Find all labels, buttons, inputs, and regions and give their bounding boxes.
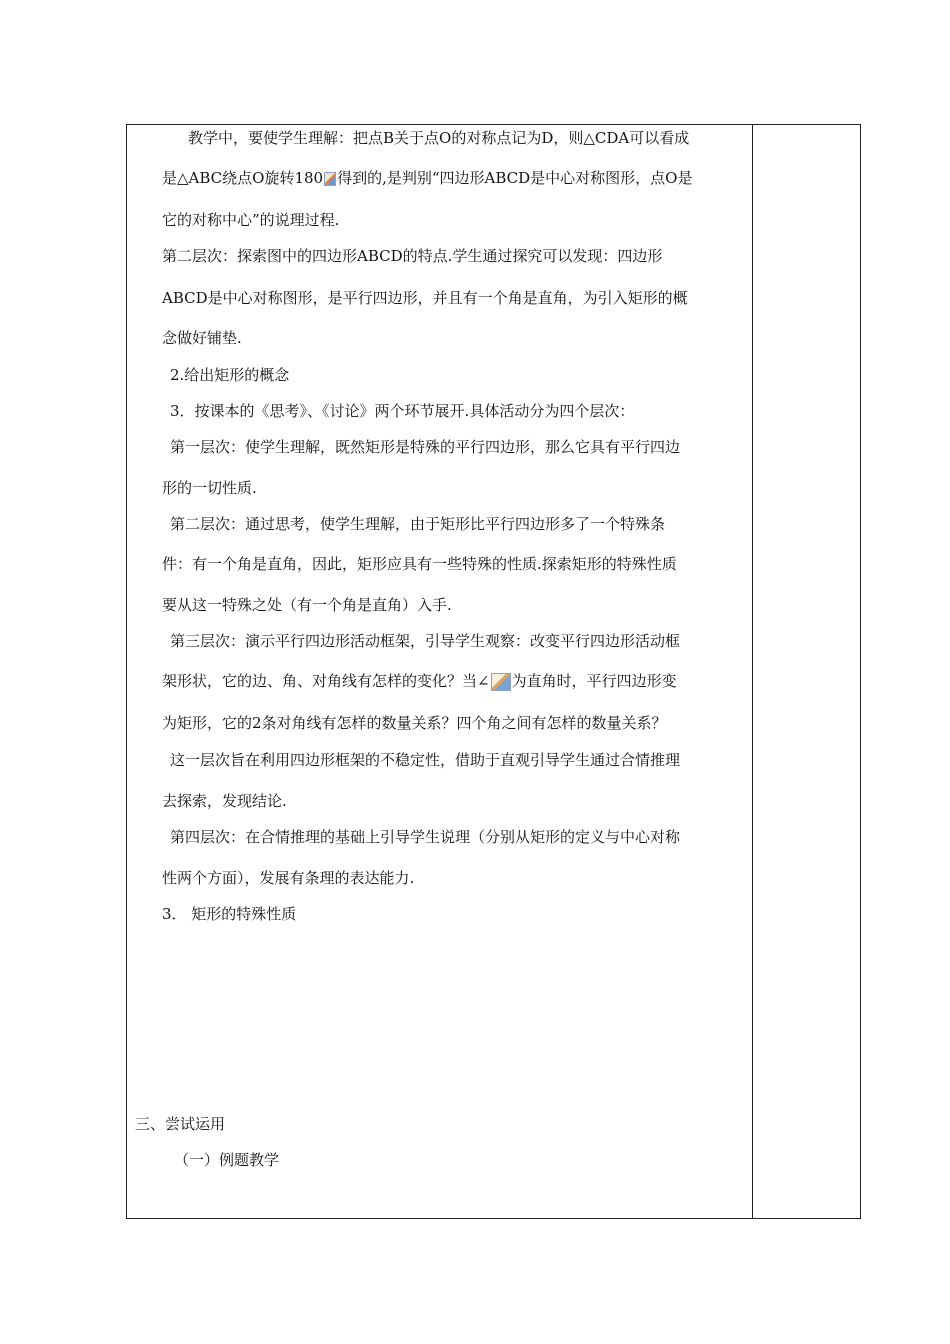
text-line-13: 要从这一特殊之处（有一个角是直角）入手. [162,596,452,614]
text-line-3: 它的对称中心”的说理过程. [162,211,340,229]
text-line-12: 件：有一个角是直角，因此，矩形应具有一些特殊的性质.探索矩形的特殊性质 [162,555,677,573]
section-heading: 三、尝试运用 [135,1115,226,1133]
text-line-10: 形的一切性质. [162,479,257,497]
text-line-11: 第二层次：通过思考，使学生理解，由于矩形比平行四边形多了一个特殊条 [170,515,666,533]
formula-image-icon [324,172,336,186]
text-line-14: 第三层次：演示平行四边形活动框架，引导学生观察：改变平行四边形活动框 [170,632,681,650]
text-line-5: ABCD是中心对称图形，是平行四边形，并且有一个角是直角，为引入矩形的概 [162,289,688,307]
text-line-18: 去探索，发现结论. [162,792,287,810]
subsection-heading: （一）例题教学 [174,1151,280,1169]
text-line-2: 是△ABC绕点O旋转180 得到的,是判别“四边形ABCD是中心对称图形，点O是 [162,169,693,187]
column-divider [752,125,753,1218]
text-line-6: 念做好铺垫. [162,329,242,347]
text-line-4: 第二层次：探索图中的四边形ABCD的特点.学生通过探究可以发现：四边形 [162,247,663,265]
text-line-19: 第四层次：在合情推理的基础上引导学生说理（分别从矩形的定义与中心对称 [170,828,681,846]
angle-image-icon [491,673,511,691]
text-line-15: 架形状，它的边、角、对角线有怎样的变化？当∠ 为直角时，平行四边形变 [162,672,677,690]
text-line-9: 第一层次：使学生理解，既然矩形是特殊的平行四边形，那么它具有平行四边 [170,438,681,456]
text-line-1: 教学中，要使学生理解：把点B关于点O的对称点记为D，则△CDA可以看成 [188,129,690,147]
text-line-8: 3．按课本的《思考》、《讨论》两个环节展开.具体活动分为四个层次： [170,402,635,420]
text-line-16: 为矩形，它的2条对角线有怎样的数量关系？四个角之间有怎样的数量关系？ [162,714,667,732]
text-line-21: 3． 矩形的特殊性质 [162,905,297,923]
text-line-7: 2.给出矩形的概念 [170,366,290,384]
text-line-20: 性两个方面），发展有条理的表达能力. [162,869,415,887]
text-line-17: 这一层次旨在利用四边形框架的不稳定性，借助于直观引导学生通过合情推理 [170,751,681,769]
